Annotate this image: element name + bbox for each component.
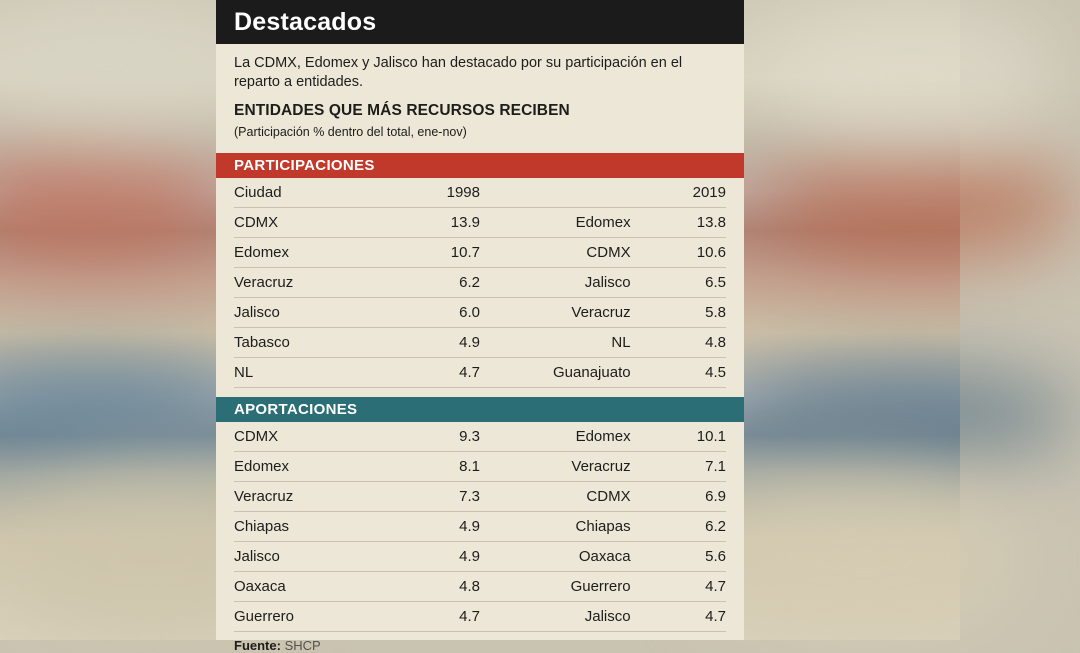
table-row	[234, 208, 726, 238]
intro-block	[216, 44, 744, 144]
cell-value-left: 4.7	[385, 358, 480, 388]
table-header-row	[234, 178, 726, 208]
cell-name-right: Chiapas	[480, 512, 631, 542]
cell-value-left: 4.9	[385, 542, 480, 572]
column-header-name-left: Ciudad	[234, 178, 385, 208]
source-footer	[216, 632, 744, 653]
cell-name-left: Jalisco	[234, 298, 385, 328]
cell-name-left: Edomex	[234, 238, 385, 268]
cell-name-left: Oaxaca	[234, 572, 385, 602]
card-header	[216, 0, 744, 44]
cell-value-left: 10.7	[385, 238, 480, 268]
lead-text: La CDMX, Edomex y Jalisco han destacado por su participación en el reparto a entidades.	[234, 55, 683, 90]
cell-name-right: Oaxaca	[480, 542, 631, 572]
cell-value-left: 9.3	[385, 422, 480, 452]
cell-name-left: CDMX	[234, 422, 385, 452]
cell-value-right: 6.9	[631, 482, 726, 512]
cell-name-right: Guerrero	[480, 572, 631, 602]
table-row	[234, 298, 726, 328]
cell-value-right: 4.7	[631, 572, 726, 602]
cell-name-right: Jalisco	[480, 268, 631, 298]
table-row	[234, 482, 726, 512]
section-header-aportaciones	[216, 397, 744, 422]
table-row	[234, 238, 726, 268]
cell-value-left: 6.2	[385, 268, 480, 298]
cell-name-left: NL	[234, 358, 385, 388]
table-aportaciones	[234, 422, 726, 632]
cell-value-left: 8.1	[385, 452, 480, 482]
cell-name-right: Veracruz	[480, 298, 631, 328]
cell-name-right: Veracruz	[480, 452, 631, 482]
cell-value-right: 4.5	[631, 358, 726, 388]
cell-value-right: 4.7	[631, 602, 726, 632]
source-value: SHCP	[284, 638, 321, 653]
cell-value-left: 7.3	[385, 482, 480, 512]
cell-name-right: Jalisco	[480, 602, 631, 632]
background-blob	[760, 150, 1080, 260]
source-label: Fuente:	[234, 638, 281, 653]
cell-name-right: CDMX	[480, 482, 631, 512]
background-blob	[760, 0, 1060, 150]
chart-note: (Participación % dentro del total, ene-nov)	[234, 125, 467, 139]
column-header-name-right	[480, 178, 631, 208]
cell-value-right: 5.6	[631, 542, 726, 572]
table-row	[234, 328, 726, 358]
cell-value-right: 5.8	[631, 298, 726, 328]
section-label-participaciones: PARTICIPACIONES	[234, 157, 375, 174]
column-header-year-left: 1998	[385, 178, 480, 208]
cell-name-left: Tabasco	[234, 328, 385, 358]
cell-name-left: Guerrero	[234, 602, 385, 632]
cell-name-left: Edomex	[234, 452, 385, 482]
cell-value-left: 4.9	[385, 328, 480, 358]
cell-value-right: 10.6	[631, 238, 726, 268]
chart-subtitle: ENTIDADES QUE MÁS RECURSOS RECIBEN	[234, 102, 570, 119]
cell-name-right: Edomex	[480, 208, 631, 238]
section-header-participaciones	[216, 153, 744, 178]
table-row	[234, 572, 726, 602]
background-blob	[740, 370, 1080, 460]
table-row	[234, 358, 726, 388]
table-row	[234, 602, 726, 632]
cell-name-left: Veracruz	[234, 482, 385, 512]
table-row	[234, 422, 726, 452]
cell-value-right: 13.8	[631, 208, 726, 238]
cell-value-right: 4.8	[631, 328, 726, 358]
cell-name-right: NL	[480, 328, 631, 358]
table-row	[234, 512, 726, 542]
cell-name-right: Guanajuato	[480, 358, 631, 388]
column-header-year-right: 2019	[631, 178, 726, 208]
infographic-card	[216, 0, 744, 653]
table-participaciones	[234, 178, 726, 388]
cell-value-right: 6.5	[631, 268, 726, 298]
cell-value-left: 4.8	[385, 572, 480, 602]
cell-value-right: 6.2	[631, 512, 726, 542]
cell-name-left: CDMX	[234, 208, 385, 238]
table-row	[234, 452, 726, 482]
table-row	[234, 542, 726, 572]
table-row	[234, 268, 726, 298]
background-blob	[700, 470, 1030, 650]
cell-name-left: Chiapas	[234, 512, 385, 542]
cell-name-right: CDMX	[480, 238, 631, 268]
cell-name-right: Edomex	[480, 422, 631, 452]
cell-name-left: Veracruz	[234, 268, 385, 298]
cell-value-right: 7.1	[631, 452, 726, 482]
page-title: Destacados	[234, 7, 377, 36]
cell-value-left: 13.9	[385, 208, 480, 238]
section-label-aportaciones: APORTACIONES	[234, 401, 358, 418]
cell-value-left: 6.0	[385, 298, 480, 328]
cell-value-left: 4.7	[385, 602, 480, 632]
cell-value-left: 4.9	[385, 512, 480, 542]
cell-name-left: Jalisco	[234, 542, 385, 572]
cell-value-right: 10.1	[631, 422, 726, 452]
